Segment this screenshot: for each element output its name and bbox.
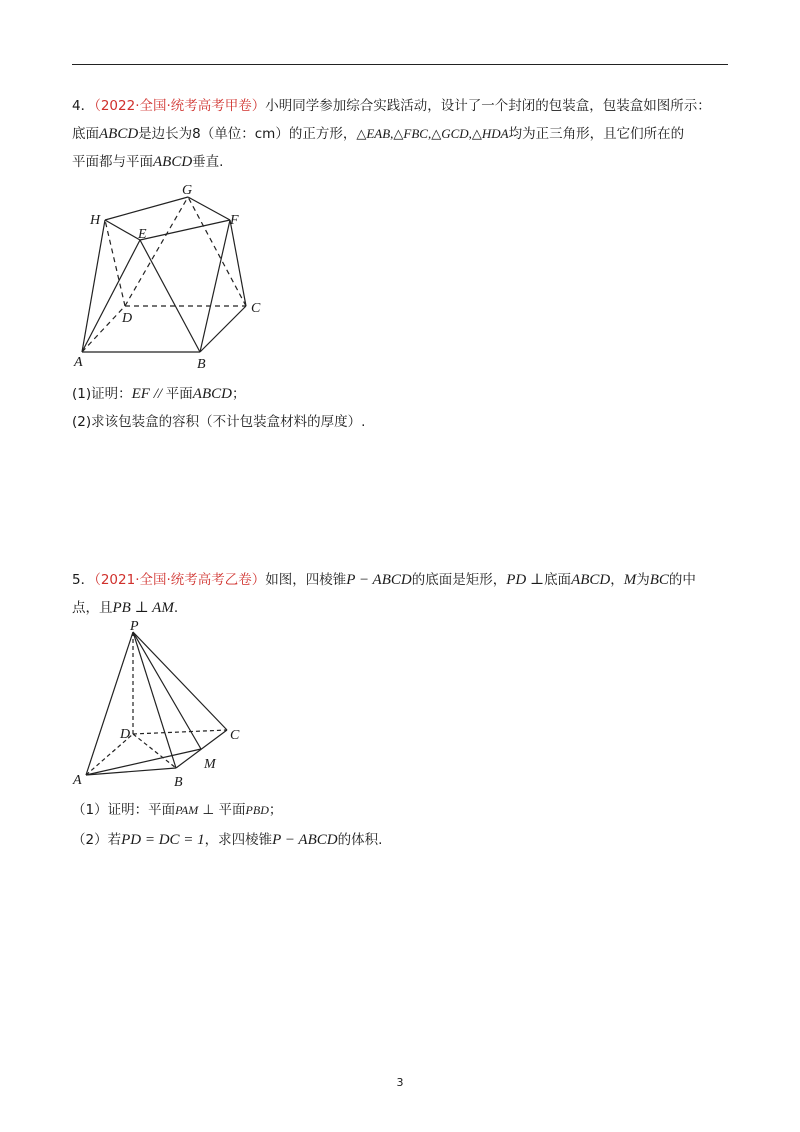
label-B: B [197, 357, 206, 372]
edge-HG [105, 197, 188, 220]
label-P: P [130, 619, 139, 634]
q5-source-tag: （2021·全国·统考高考乙卷） [94, 572, 266, 588]
label-C: C [230, 728, 240, 743]
math-ef-parallel: EF // [131, 386, 166, 402]
math-triangles: △EAB,△FBC,△GCD,△HDA [356, 126, 509, 141]
label-G: G [182, 183, 193, 198]
label-B: B [174, 775, 183, 790]
q4-part-2: (2)求该包装盒的容积（不计包装盒材料的厚度）. [72, 414, 366, 430]
label-D: D [122, 311, 133, 326]
label-H: H [90, 213, 101, 228]
edge-PA [86, 632, 133, 775]
header-rule [72, 64, 728, 65]
label-C: C [251, 301, 261, 316]
math-abcd: ABCD [153, 154, 193, 170]
edge-BC [200, 306, 246, 352]
label-F: F [230, 213, 239, 228]
edge-AH [82, 220, 105, 352]
edge-BF [200, 220, 230, 352]
q4-figure [70, 180, 270, 370]
label-A: A [74, 355, 83, 370]
label-A: A [73, 773, 82, 788]
q4-number: 4． [72, 98, 95, 114]
q4-line-1 [72, 96, 711, 116]
label-E: E [138, 227, 147, 242]
edge-PM [133, 632, 201, 749]
q4-part-1: (1)证明：EF // 平面ABCD； [72, 386, 246, 402]
q5-line-2: 点，且PB ⊥ AM. [72, 600, 179, 616]
page-number: 3 [396, 1076, 404, 1089]
label-D: D [120, 727, 131, 742]
q5-part-2: （2）若PD = DC = 1，求四棱锥P − ABCD的体积. [72, 832, 383, 848]
edge-HE [105, 220, 140, 240]
q4-line-3: 平面都与平面ABCD垂直. [72, 154, 224, 170]
edge-BE [140, 240, 200, 352]
edge-PB [133, 632, 176, 768]
edge-EF [140, 220, 230, 240]
edge-CF [230, 220, 246, 306]
label-M: M [204, 757, 216, 772]
edge-DC [133, 730, 227, 734]
q4-text-1: 小明同学参加综合实践活动，设计了一个封闭的包装盒，包装盒如图所示： [265, 98, 711, 114]
edge-DH [105, 220, 125, 306]
q5-line-1: 5．（2021·全国·统考高考乙卷）如图，四棱锥P − ABCD的底面是矩形，PD ⊥底面ABCD，M为BC的中 [72, 572, 696, 588]
q4-line-2: 底面ABCD是边长为8（单位：cm）的正方形，△EAB,△FBC,△GCD,△HDA均为正三角形，且它们所在的 [72, 126, 685, 142]
q5-number: 5． [72, 572, 95, 588]
edge-BC [176, 730, 227, 768]
edge-PC [133, 632, 227, 730]
q5-figure [70, 620, 260, 795]
math-abcd: ABCD [99, 126, 139, 142]
q4-source-tag: （2022·全国·统考高考甲卷） [94, 98, 266, 114]
q5-part-1: （1）证明：平面PAM ⊥ 平面PBD； [72, 802, 283, 818]
